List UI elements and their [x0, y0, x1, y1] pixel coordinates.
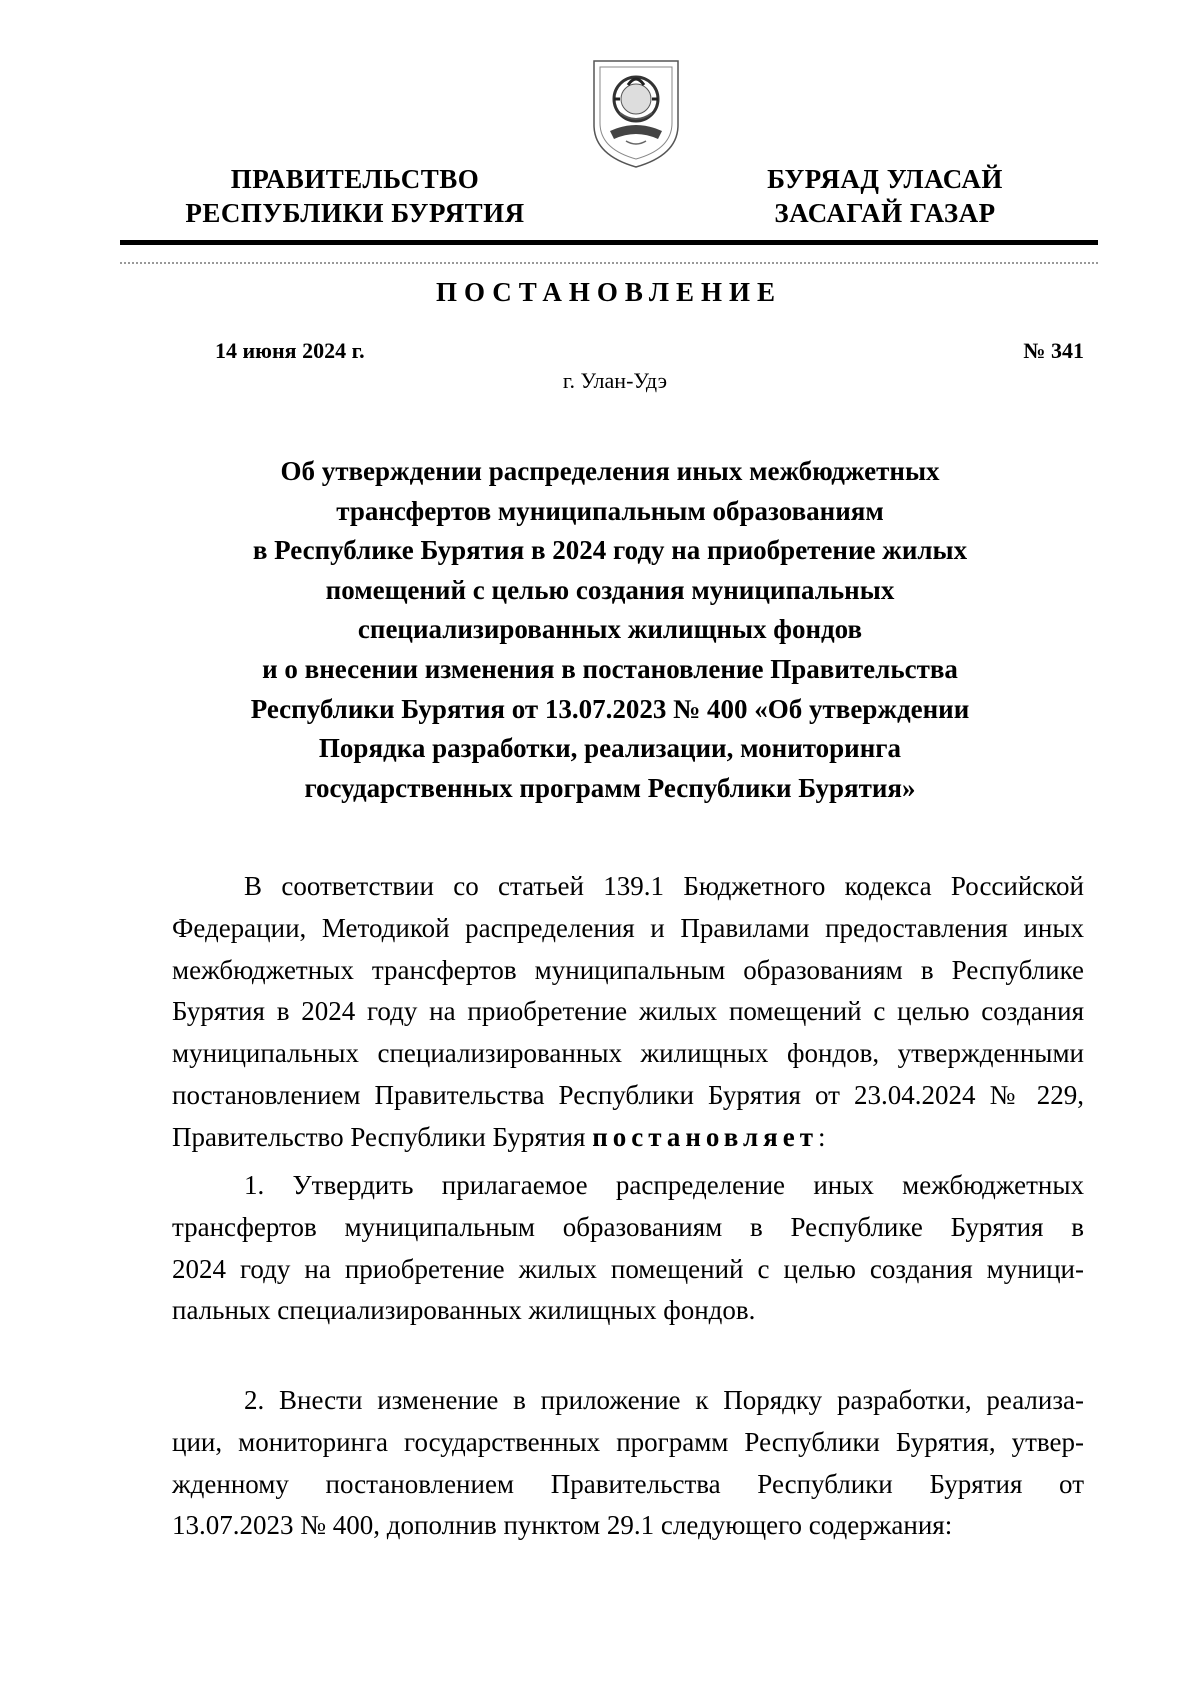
paragraph-line: муниципальных специализированных жилищных фондов, утвержденными — [172, 1038, 1084, 1069]
title-line: в Республике Бурятия в 2024 году на приобретение жилых — [252, 535, 968, 566]
header-dotted-rule — [120, 262, 1098, 264]
paragraph-line: ции, мониторинга государственных программ Республики Бурятия, утвер- — [172, 1426, 1084, 1457]
title-line: Порядка разработки, реализации, мониторинга — [318, 733, 902, 764]
paragraph-line: Бурятия в 2024 году на приобретение жилых помещений с целью создания — [172, 996, 1084, 1027]
paragraph-line: 2. Внести изменение в приложение к Порядку разработки, реализа- — [244, 1385, 1084, 1415]
resolution-verb: постановляет — [592, 1121, 818, 1152]
paragraph-last-line — [172, 1117, 1084, 1159]
issuer-line-1: ПРАВИТЕЛЬСТВО — [230, 164, 480, 194]
paragraph-line: трансфертов муниципальным образованиям в Республике Бурятия в — [172, 1211, 1084, 1242]
paragraph-line: 1. Утвердить прилагаемое распределение иных межбюджетных — [244, 1170, 1084, 1200]
title-line: трансфертов муниципальным образованиям — [336, 495, 884, 526]
title-line: государственных программ Республики Бурятия» — [304, 772, 916, 803]
title-line: Республики Бурятия от 13.07.2023 № 400 «Об утверждении — [250, 693, 970, 724]
preamble-paragraph — [172, 866, 1084, 1159]
issuer-name-buryat — [720, 162, 1050, 230]
resolution-suffix: : — [817, 1121, 826, 1152]
paragraph-line: постановлением Правительства Республики Бурятия от 23.04.2024 № 229, — [172, 1079, 1084, 1110]
paragraph-line: Федерации, Методикой распределения и Правилами предоставления иных — [172, 912, 1084, 943]
coat-of-arms-icon — [590, 55, 682, 171]
item-2-paragraph — [172, 1380, 1084, 1547]
issuer-line-2: РЕСПУБЛИКИ БУРЯТИЯ — [185, 198, 525, 228]
issuer-buryat-line-2: ЗАСАГАЙ ГАЗАР — [774, 198, 996, 228]
header-rule — [120, 240, 1098, 245]
issuer-name-russian — [160, 162, 550, 230]
issuer-buryat-line-1: БУРЯАД УЛАСАЙ — [767, 164, 1003, 194]
paragraph-line: В соответствии со статьей 139.1 Бюджетного кодекса Российской — [244, 871, 1084, 901]
title-line: и о внесении изменения в постановление Правительства — [262, 653, 958, 684]
document-title — [170, 452, 1050, 808]
item-1-paragraph — [172, 1165, 1084, 1332]
title-line: помещений с целью создания муниципальных — [325, 574, 895, 605]
document-city: г. Улан-Удэ — [562, 368, 668, 393]
paragraph-line: 13.07.2023 № 400, дополнив пунктом 29.1 следующего содержания: — [172, 1510, 953, 1541]
paragraph-line: 2024 году на приобретение жилых помещений с целью создания муници- — [172, 1253, 1084, 1284]
resolution-prefix: Правительство Республики Бурятия — [172, 1121, 593, 1152]
document-date: 14 июня 2024 г. — [215, 338, 365, 363]
document-number: № 341 — [1023, 338, 1084, 363]
paragraph-line: пальных специализированных жилищных фондов. — [172, 1295, 756, 1326]
paragraph-line: жденному постановлением Правительства Республики Бурятия от — [172, 1468, 1084, 1499]
title-line: специализированных жилищных фондов — [357, 614, 863, 645]
document-type: ПОСТАНОВЛЕНИЕ — [435, 277, 783, 307]
title-line: Об утверждении распределения иных межбюджетных — [280, 456, 940, 486]
paragraph-line: межбюджетных трансфертов муниципальным образованиям в Республике — [172, 954, 1084, 985]
